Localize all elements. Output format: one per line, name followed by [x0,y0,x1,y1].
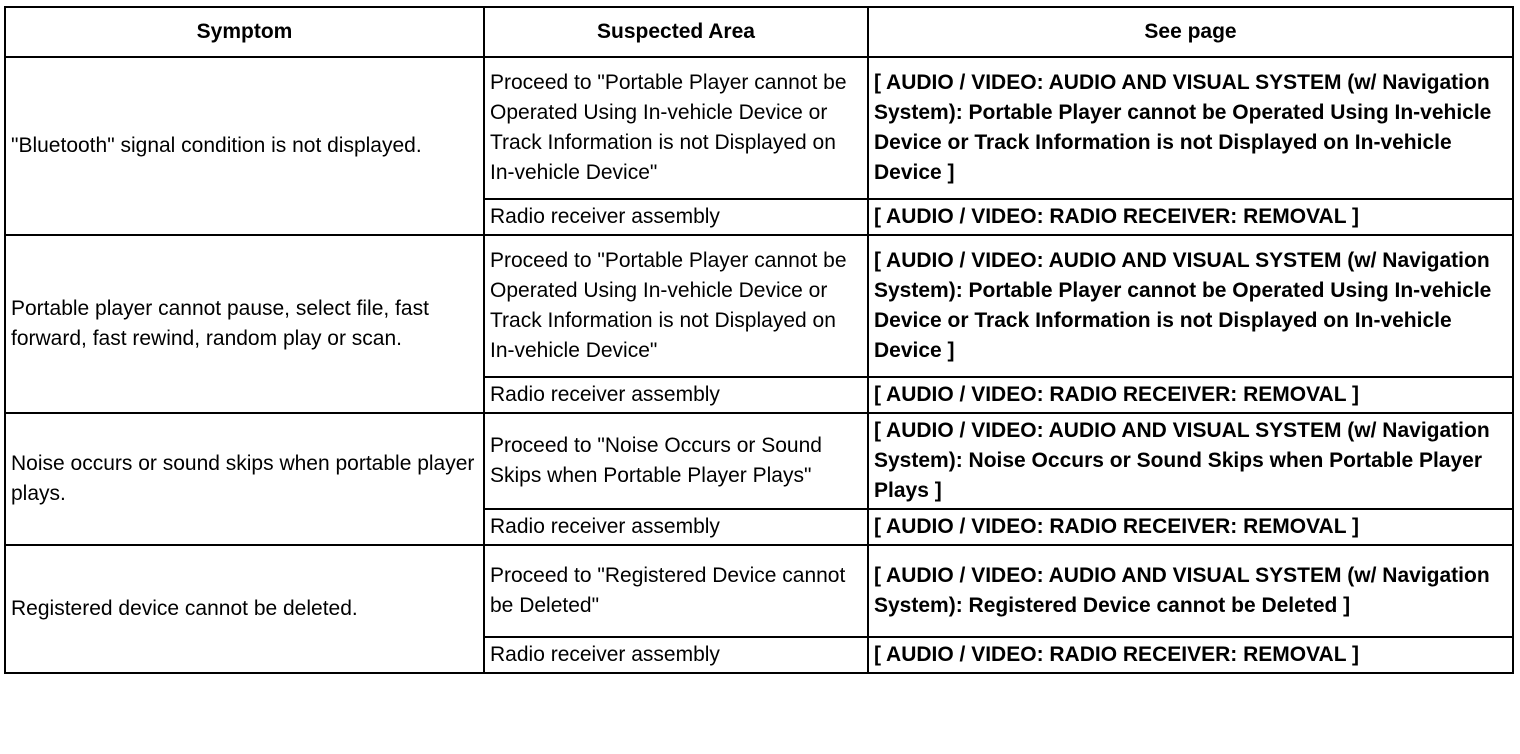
table-row [5,545,1513,637]
suspected-area-cell: Radio receiver assembly [484,509,868,545]
header-row [5,7,1513,57]
suspected-area-cell: Proceed to "Registered Device cannot be Deleted" [484,545,868,637]
symptom-cell: Registered device cannot be deleted. [5,545,484,673]
header-see-page: See page [868,7,1513,57]
see-page-link[interactable]: [ AUDIO / VIDEO: AUDIO AND VISUAL SYSTEM (w/ Navigation System): Noise Occurs or Sound Skips when Portable Player Plays ] [868,413,1513,509]
table-row [5,413,1513,509]
header-symptom: Symptom [5,7,484,57]
see-page-link[interactable]: [ AUDIO / VIDEO: AUDIO AND VISUAL SYSTEM (w/ Navigation System): Registered Device cannot be Deleted ] [868,545,1513,637]
symptom-cell: Noise occurs or sound skips when portable player plays. [5,413,484,545]
see-page-link[interactable]: [ AUDIO / VIDEO: AUDIO AND VISUAL SYSTEM (w/ Navigation System): Portable Player cannot be Operated Using In-vehicle Device or Track Information is not Displayed on In-vehicle Device ] [868,57,1513,199]
see-page-link[interactable]: [ AUDIO / VIDEO: RADIO RECEIVER: REMOVAL ] [868,509,1513,545]
suspected-area-cell: Proceed to "Portable Player cannot be Operated Using In-vehicle Device or Track Information is not Displayed on In-vehicle Device" [484,57,868,199]
suspected-area-cell: Radio receiver assembly [484,199,868,235]
problem-symptoms-table [4,6,1514,674]
suspected-area-cell: Proceed to "Noise Occurs or Sound Skips when Portable Player Plays" [484,413,868,509]
see-page-link[interactable]: [ AUDIO / VIDEO: RADIO RECEIVER: REMOVAL ] [868,199,1513,235]
suspected-area-cell: Radio receiver assembly [484,377,868,413]
suspected-area-cell: Proceed to "Portable Player cannot be Operated Using In-vehicle Device or Track Information is not Displayed on In-vehicle Device" [484,235,868,377]
table-row [5,57,1513,199]
see-page-link[interactable]: [ AUDIO / VIDEO: RADIO RECEIVER: REMOVAL ] [868,377,1513,413]
see-page-link[interactable]: [ AUDIO / VIDEO: RADIO RECEIVER: REMOVAL ] [868,637,1513,673]
symptom-cell: "Bluetooth" signal condition is not displayed. [5,57,484,235]
table-row [5,235,1513,377]
suspected-area-cell: Radio receiver assembly [484,637,868,673]
see-page-link[interactable]: [ AUDIO / VIDEO: AUDIO AND VISUAL SYSTEM (w/ Navigation System): Portable Player cannot be Operated Using In-vehicle Device or Track Information is not Displayed on In-vehicle Device ] [868,235,1513,377]
symptom-cell: Portable player cannot pause, select file, fast forward, fast rewind, random play or scan. [5,235,484,413]
header-suspected-area: Suspected Area [484,7,868,57]
